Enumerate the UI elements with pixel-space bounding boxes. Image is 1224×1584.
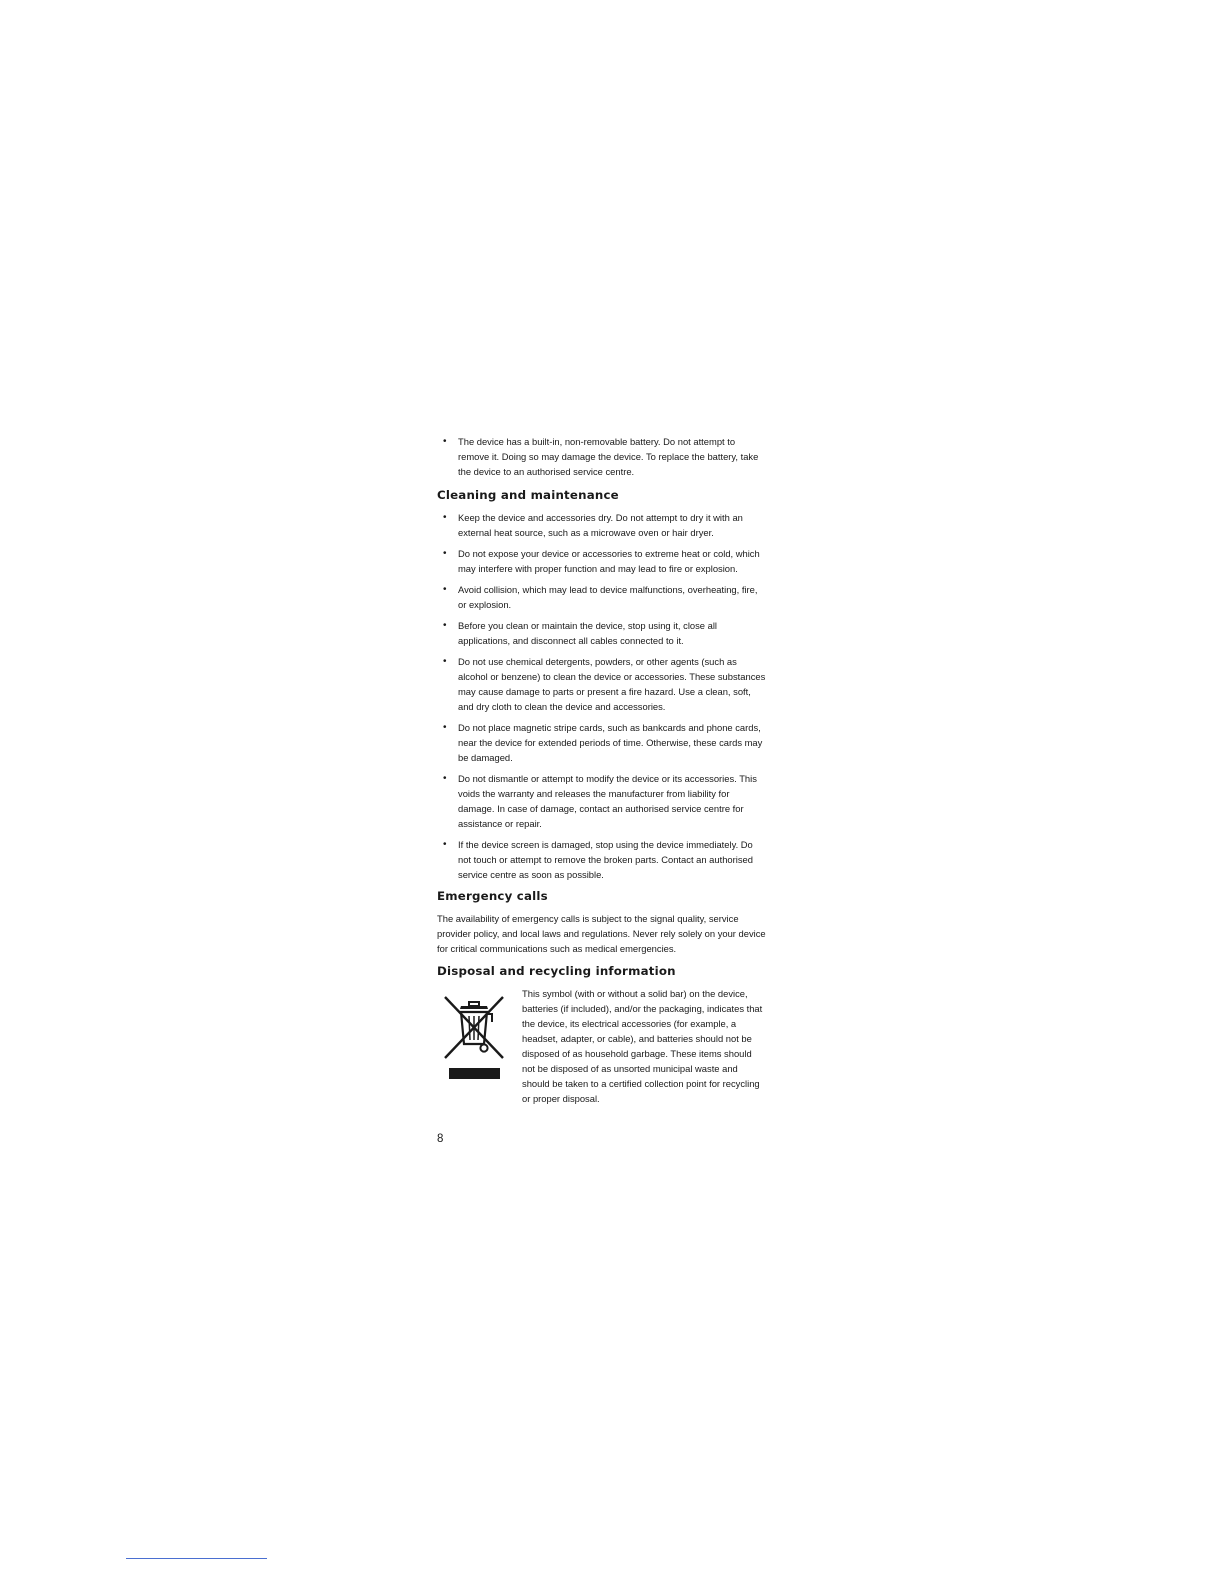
bullet-icon: •	[443, 584, 447, 595]
bullet-text: Keep the device and accessories dry. Do not attempt to dry it with an external heat source, such as a microwave oven or hair dryer.	[458, 512, 743, 538]
battery-bullet-list	[437, 434, 767, 479]
list-item	[437, 546, 767, 576]
cleaning-heading: Cleaning and maintenance	[437, 488, 619, 502]
list-item	[437, 720, 767, 765]
bullet-icon: •	[443, 656, 447, 667]
disposal-block	[437, 986, 767, 1110]
disposal-heading: Disposal and recycling information	[437, 964, 676, 978]
emergency-text: The availability of emergency calls is subject to the signal quality, service provider policy, and local laws and regulations. Never rely solely on your device for critical communications such as medical emergencies.	[437, 913, 766, 954]
cleaning-bullet-list	[437, 510, 767, 882]
bullet-text: Do not use chemical detergents, powders, or other agents (such as alcohol or benzene) to clean the device or accessories. These substances may cause damage to parts or present a fire hazard. Use a clean, soft, and dry cloth to clean the device and accessories.	[458, 656, 766, 712]
page-content	[437, 434, 767, 1110]
bullet-text: Avoid collision, which may lead to device malfunctions, overheating, fire, or explosion.	[458, 584, 758, 610]
emergency-heading: Emergency calls	[437, 889, 548, 903]
bullet-text: Do not place magnetic stripe cards, such as bankcards and phone cards, near the device for extended periods of time. Otherwise, these cards may be damaged.	[458, 722, 763, 763]
disposal-text: This symbol (with or without a solid bar) on the device, batteries (if included), and/or the packaging, indicates that the device, its electrical accessories (for example, a headset, adapter, or cable), and batteries should not be disposed of as household garbage. These items should not be disposed of as unsorted municipal waste and should be taken to a certified collection point for recycling or proper disposal.	[522, 988, 763, 1104]
list-item	[437, 654, 767, 714]
bullet-icon: •	[443, 512, 447, 523]
bullet-icon: •	[443, 620, 447, 631]
list-item	[437, 771, 767, 831]
list-item	[437, 618, 767, 648]
footnote-divider	[126, 1558, 267, 1559]
crossed-out-wheelie-bin-icon	[442, 994, 506, 1080]
bullet-icon: •	[443, 436, 447, 447]
list-item	[437, 434, 767, 479]
bullet-text: If the device screen is damaged, stop using the device immediately. Do not touch or attempt to remove the broken parts. Contact an authorised service centre as soon as possible.	[458, 839, 753, 880]
list-item	[437, 510, 767, 540]
bullet-text: The device has a built-in, non-removable battery. Do not attempt to remove it. Doing so may damage the device. To replace the battery, take the device to an authorised service centre.	[458, 436, 759, 477]
list-item	[437, 582, 767, 612]
bullet-icon: •	[443, 722, 447, 733]
bullet-text: Before you clean or maintain the device, stop using it, close all applications, and disconnect all cables connected to it.	[458, 620, 717, 646]
bullet-icon: •	[443, 773, 447, 784]
bullet-text: Do not dismantle or attempt to modify the device or its accessories. This voids the warranty and releases the manufacturer from liability for damage. In case of damage, contact an authorised service centre for assistance or repair.	[458, 773, 757, 829]
bullet-icon: •	[443, 839, 447, 850]
list-item	[437, 837, 767, 882]
page-number: 8	[437, 1133, 444, 1145]
bullet-text: Do not expose your device or accessories to extreme heat or cold, which may interfere with proper function and may lead to fire or explosion.	[458, 548, 760, 574]
bullet-icon: •	[443, 548, 447, 559]
